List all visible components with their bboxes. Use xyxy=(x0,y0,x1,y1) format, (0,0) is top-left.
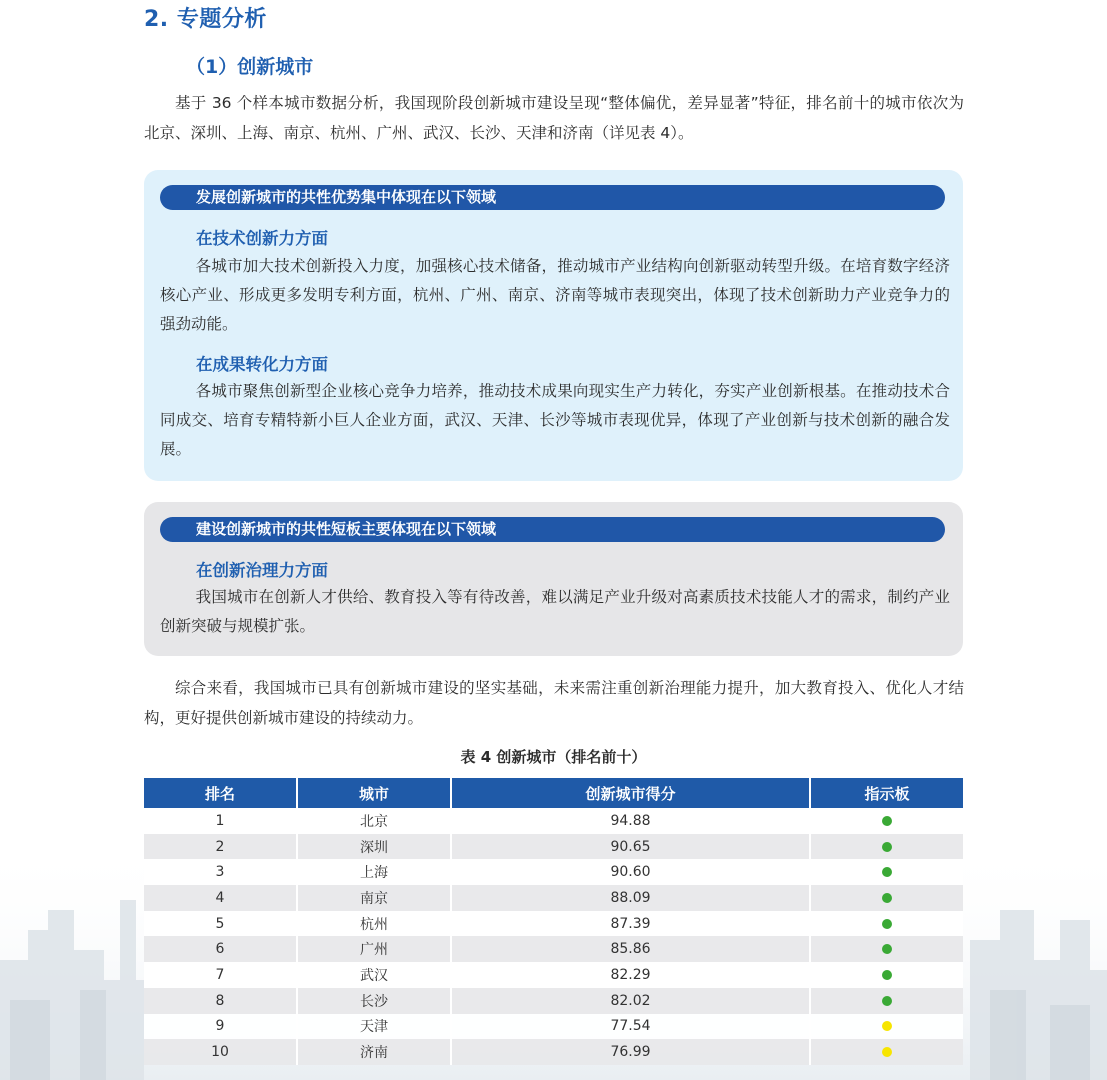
status-dot-icon xyxy=(882,944,892,954)
cell-score: 90.65 xyxy=(451,834,810,860)
status-dot-icon xyxy=(882,816,892,826)
shortcomings-banner: 建设创新城市的共性短板主要体现在以下领域 xyxy=(160,517,945,542)
cell-rank: 8 xyxy=(144,988,297,1014)
cell-city: 长沙 xyxy=(297,988,451,1014)
status-dot-icon xyxy=(882,970,892,980)
table-row xyxy=(144,834,963,860)
conclusion-paragraph: 综合来看，我国城市已具有创新城市建设的坚实基础，未来需注重创新治理能力提升，加大教育投入、优化人才结构，更好提供创新城市建设的持续动力。 xyxy=(144,679,964,727)
table-body xyxy=(144,808,963,1065)
table-row xyxy=(144,808,963,834)
cell-score: 94.88 xyxy=(451,808,810,834)
achievement-transfer-heading: 在成果转化力方面 xyxy=(196,355,328,374)
cell-score: 82.02 xyxy=(451,988,810,1014)
cell-indicator xyxy=(810,936,963,962)
cell-score: 90.60 xyxy=(451,859,810,885)
table-row xyxy=(144,1014,963,1040)
status-dot-icon xyxy=(882,867,892,877)
table-row xyxy=(144,988,963,1014)
status-dot-icon xyxy=(882,996,892,1006)
advantages-banner: 发展创新城市的共性优势集中体现在以下领域 xyxy=(160,185,945,210)
status-dot-icon xyxy=(882,842,892,852)
cell-rank: 5 xyxy=(144,911,297,937)
achievement-transfer-text: 各城市聚焦创新型企业核心竞争力培养，推动技术成果向现实生产力转化，夯实产业创新根基。在推动技术合同成交、培育专精特新小巨人企业方面，武汉、天津、长沙等城市表现优异，体现了产业创新与技术创新的融合发展。 xyxy=(160,382,950,458)
table-row xyxy=(144,885,963,911)
status-dot-icon xyxy=(882,893,892,903)
cell-indicator xyxy=(810,808,963,834)
cell-indicator xyxy=(810,1014,963,1040)
cell-score: 82.29 xyxy=(451,962,810,988)
table-row xyxy=(144,859,963,885)
cell-city: 上海 xyxy=(297,859,451,885)
table-header-row xyxy=(144,778,963,808)
cell-city: 杭州 xyxy=(297,911,451,937)
cell-indicator xyxy=(810,962,963,988)
tech-innovation-text: 各城市加大技术创新投入力度，加强核心技术储备，推动城市产业结构向创新驱动转型升级。在培育数字经济核心产业、形成更多发明专利方面，杭州、广州、南京、济南等城市表现突出，体现了技术创新助力产业竞争力的强劲动能。 xyxy=(160,257,950,333)
table-row xyxy=(144,962,963,988)
cell-city: 南京 xyxy=(297,885,451,911)
header-score: 创新城市得分 xyxy=(451,778,810,808)
table-row xyxy=(144,1039,963,1065)
shortcomings-panel xyxy=(144,502,963,656)
header-city: 城市 xyxy=(297,778,451,808)
cell-rank: 10 xyxy=(144,1039,297,1065)
cell-rank: 6 xyxy=(144,936,297,962)
cell-indicator xyxy=(810,834,963,860)
subsection-title: （1）创新城市 xyxy=(186,56,314,78)
innovation-governance-heading: 在创新治理力方面 xyxy=(196,561,328,580)
advantages-panel xyxy=(144,170,963,481)
cell-indicator xyxy=(810,911,963,937)
cell-rank: 1 xyxy=(144,808,297,834)
cell-city: 武汉 xyxy=(297,962,451,988)
cell-score: 87.39 xyxy=(451,911,810,937)
cell-score: 76.99 xyxy=(451,1039,810,1065)
cell-score: 85.86 xyxy=(451,936,810,962)
cell-city: 济南 xyxy=(297,1039,451,1065)
table-caption: 表 4 创新城市（排名前十） xyxy=(460,748,647,766)
cell-score: 77.54 xyxy=(451,1014,810,1040)
table-row xyxy=(144,911,963,937)
innovation-governance-text: 我国城市在创新人才供给、教育投入等有待改善，难以满足产业升级对高素质技术技能人才的需求，制约产业创新突破与规模扩张。 xyxy=(160,588,950,635)
cell-city: 天津 xyxy=(297,1014,451,1040)
cell-indicator xyxy=(810,859,963,885)
cell-rank: 7 xyxy=(144,962,297,988)
cell-rank: 3 xyxy=(144,859,297,885)
intro-paragraph: 基于 36 个样本城市数据分析，我国现阶段创新城市建设呈现“整体偏优，差异显著”特征，排名前十的城市依次为北京、深圳、上海、南京、杭州、广州、武汉、长沙、天津和济南（详见表 4）。 xyxy=(144,94,964,142)
header-indicator: 指示板 xyxy=(810,778,963,808)
cell-indicator xyxy=(810,885,963,911)
table-row xyxy=(144,936,963,962)
cell-city: 广州 xyxy=(297,936,451,962)
cell-city: 深圳 xyxy=(297,834,451,860)
status-dot-icon xyxy=(882,919,892,929)
tech-innovation-heading: 在技术创新力方面 xyxy=(196,229,328,248)
innovation-city-ranking-table xyxy=(144,778,963,1065)
cell-rank: 4 xyxy=(144,885,297,911)
status-dot-icon xyxy=(882,1047,892,1057)
status-dot-icon xyxy=(882,1021,892,1031)
section-title: 2. 专题分析 xyxy=(144,7,267,32)
cell-city: 北京 xyxy=(297,808,451,834)
cell-rank: 9 xyxy=(144,1014,297,1040)
cell-indicator xyxy=(810,1039,963,1065)
header-rank: 排名 xyxy=(144,778,297,808)
cell-score: 88.09 xyxy=(451,885,810,911)
cell-indicator xyxy=(810,988,963,1014)
cell-rank: 2 xyxy=(144,834,297,860)
